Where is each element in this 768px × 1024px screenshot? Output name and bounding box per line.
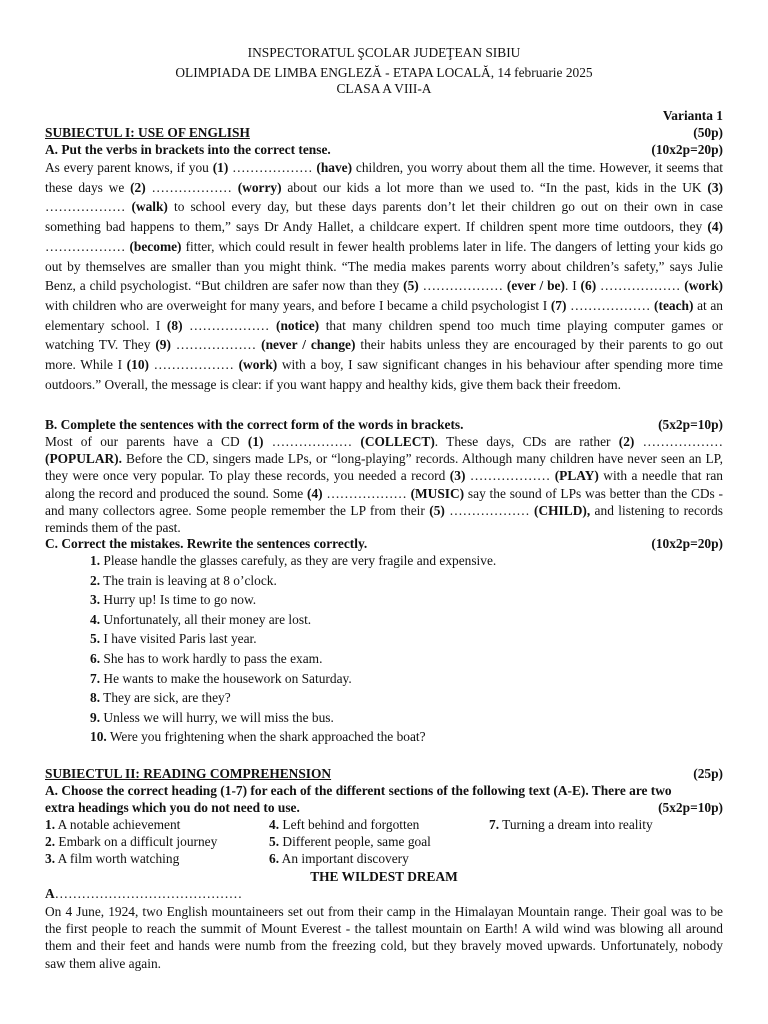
correction-sentence: 3. Hurry up! Is time to go now. [90, 592, 257, 608]
heading-option: 5. Different people, same goal [269, 834, 431, 849]
section-a-marker: A…………………………………… [45, 886, 243, 901]
header-inspectorate: INSPECTORATUL ŞCOLAR JUDEŢEAN SIBIU [247, 45, 521, 60]
correction-sentence: 5. I have visited Paris last year. [90, 631, 257, 647]
variant-label: Varianta 1 [662, 108, 723, 123]
correction-sentence: 2. The train is leaving at 8 o’clock. [90, 572, 277, 588]
correction-sentence: 1. Please handle the glasses carefuly, as they are very fragile and expensive. [90, 553, 497, 568]
correction-sentence: 6. She has to work hardly to pass the exam. [90, 651, 323, 666]
exercise-2a-heading-line2: extra headings which you do not need to use. (5x2p=10p) [45, 800, 723, 815]
exercise-2a-heading-line1: A. Choose the correct heading (1-7) for each of the different sections of the following text (A-E). There are two [45, 783, 672, 798]
correction-sentence: 9. Unless we will hurry, we will miss the bus. [90, 709, 334, 725]
correction-sentence: 4. Unfortunately, all their money are lost. [90, 611, 312, 627]
exercise-1b-text: Most of our parents have a CD (1) ……………… (COLLECT). These days, CDs are rather (2) ……………… (POPULAR). Before the CD, singers made LPs, or “long-playing” records. Although many children have never seen an LP, they were once very popular. To play these records, you needed a record (3) ……………… (PLAY) with a needle that ran along the record and produced the sound. Some (4) ……………… (MUSIC) say the sound of LPs was better than the CDs - and many collectors agree. Some people remember the LP from their (5) ……………… (CHILD), and listening to records reminds them of the past. [45, 434, 724, 536]
heading-option: 1. A notable achievement [45, 817, 181, 832]
header-olympiad: OLIMPIADA DE LIMBA ENGLEZĂ - ETAPA LOCALĂ, 14 februarie 2025 [175, 65, 593, 80]
heading-option: 6. An important discovery [269, 851, 409, 866]
heading-option: 2. Embark on a difficult journey [45, 834, 218, 849]
story-title: THE WILDEST DREAM [310, 869, 458, 884]
heading-option: 7. Turning a dream into reality [489, 817, 653, 832]
heading-option: 3. A film worth watching [45, 851, 180, 866]
exercise-1c-heading: C. Correct the mistakes. Rewrite the sentences correctly. (10x2p=20p) [45, 536, 723, 551]
header-class: CLASA A VIII-A [336, 81, 432, 96]
section-1-heading: SUBIECTUL I: USE OF ENGLISH (50p) [45, 125, 723, 140]
exercise-1b-heading: B. Complete the sentences with the correct form of the words in brackets. (5x2p=10p) [45, 417, 723, 432]
correction-sentence: 8. They are sick, are they? [90, 690, 231, 706]
correction-sentence: 7. He wants to make the housework on Saturday. [90, 670, 352, 686]
heading-option: 4. Left behind and forgotten [269, 817, 420, 832]
correction-sentence: 10. Were you frightening when the shark approached the boat? [90, 729, 426, 745]
exercise-1a-heading: A. Put the verbs in brackets into the correct tense. (10x2p=20p) [45, 142, 723, 157]
section-2-heading: SUBIECTUL II: READING COMPREHENSION (25p) [45, 766, 723, 781]
section-a-text: On 4 June, 1924, two English mountaineers set out from their camp in the Himalayan Mountain range. Their goal was to be the first people to reach the summit of Mount Everest - the tallest mountain on Earth! A wild wind was blowing all around them and their feet and hands were numb from the freezing cold, but they bravely moved upwards. Unfortunately, nobody saw them alive again. [45, 904, 723, 971]
exercise-1a-text: As every parent knows, if you (1) ……………… (have) children, you worry about them all the time. However, it seems that these days we (2) ……………… (worry) about our kids a lot more than we used to. “In the past, kids in the UK (3) ……………… (walk) to school every day, but these days parents don’t let their children go out on their own in case something bad happens to them,” says Dr Andy Hallet, a childcare expert. If children spent more time outdoors, they (4) ……………… (become) fitter, which could result in fewer health problems later in life. The dangers of letting your kids go out by themselves are smaller than you might think. “The media makes parents worry about children’s safety,” says Julie Benz, a child psychologist. “But children are safer now than they (5) ……………… (ever / be). I (6) ……………… (work) with children who are overweight for many years, and before I became a child psychologist I (7) ……………… (teach) at an elementary school. I (8) ……………… (notice) that many children spend too much time playing computer games or watching TV. They (9) ……………… (never / change) their habits unless they are encouraged by their parents to go out more. While I (10) ……………… (work) with a boy, I saw significant changes in his behaviour after spending more time outdoors.” Overall, the message is clear: if you want happy and healthy kids, give them back their freedom. [45, 160, 724, 392]
